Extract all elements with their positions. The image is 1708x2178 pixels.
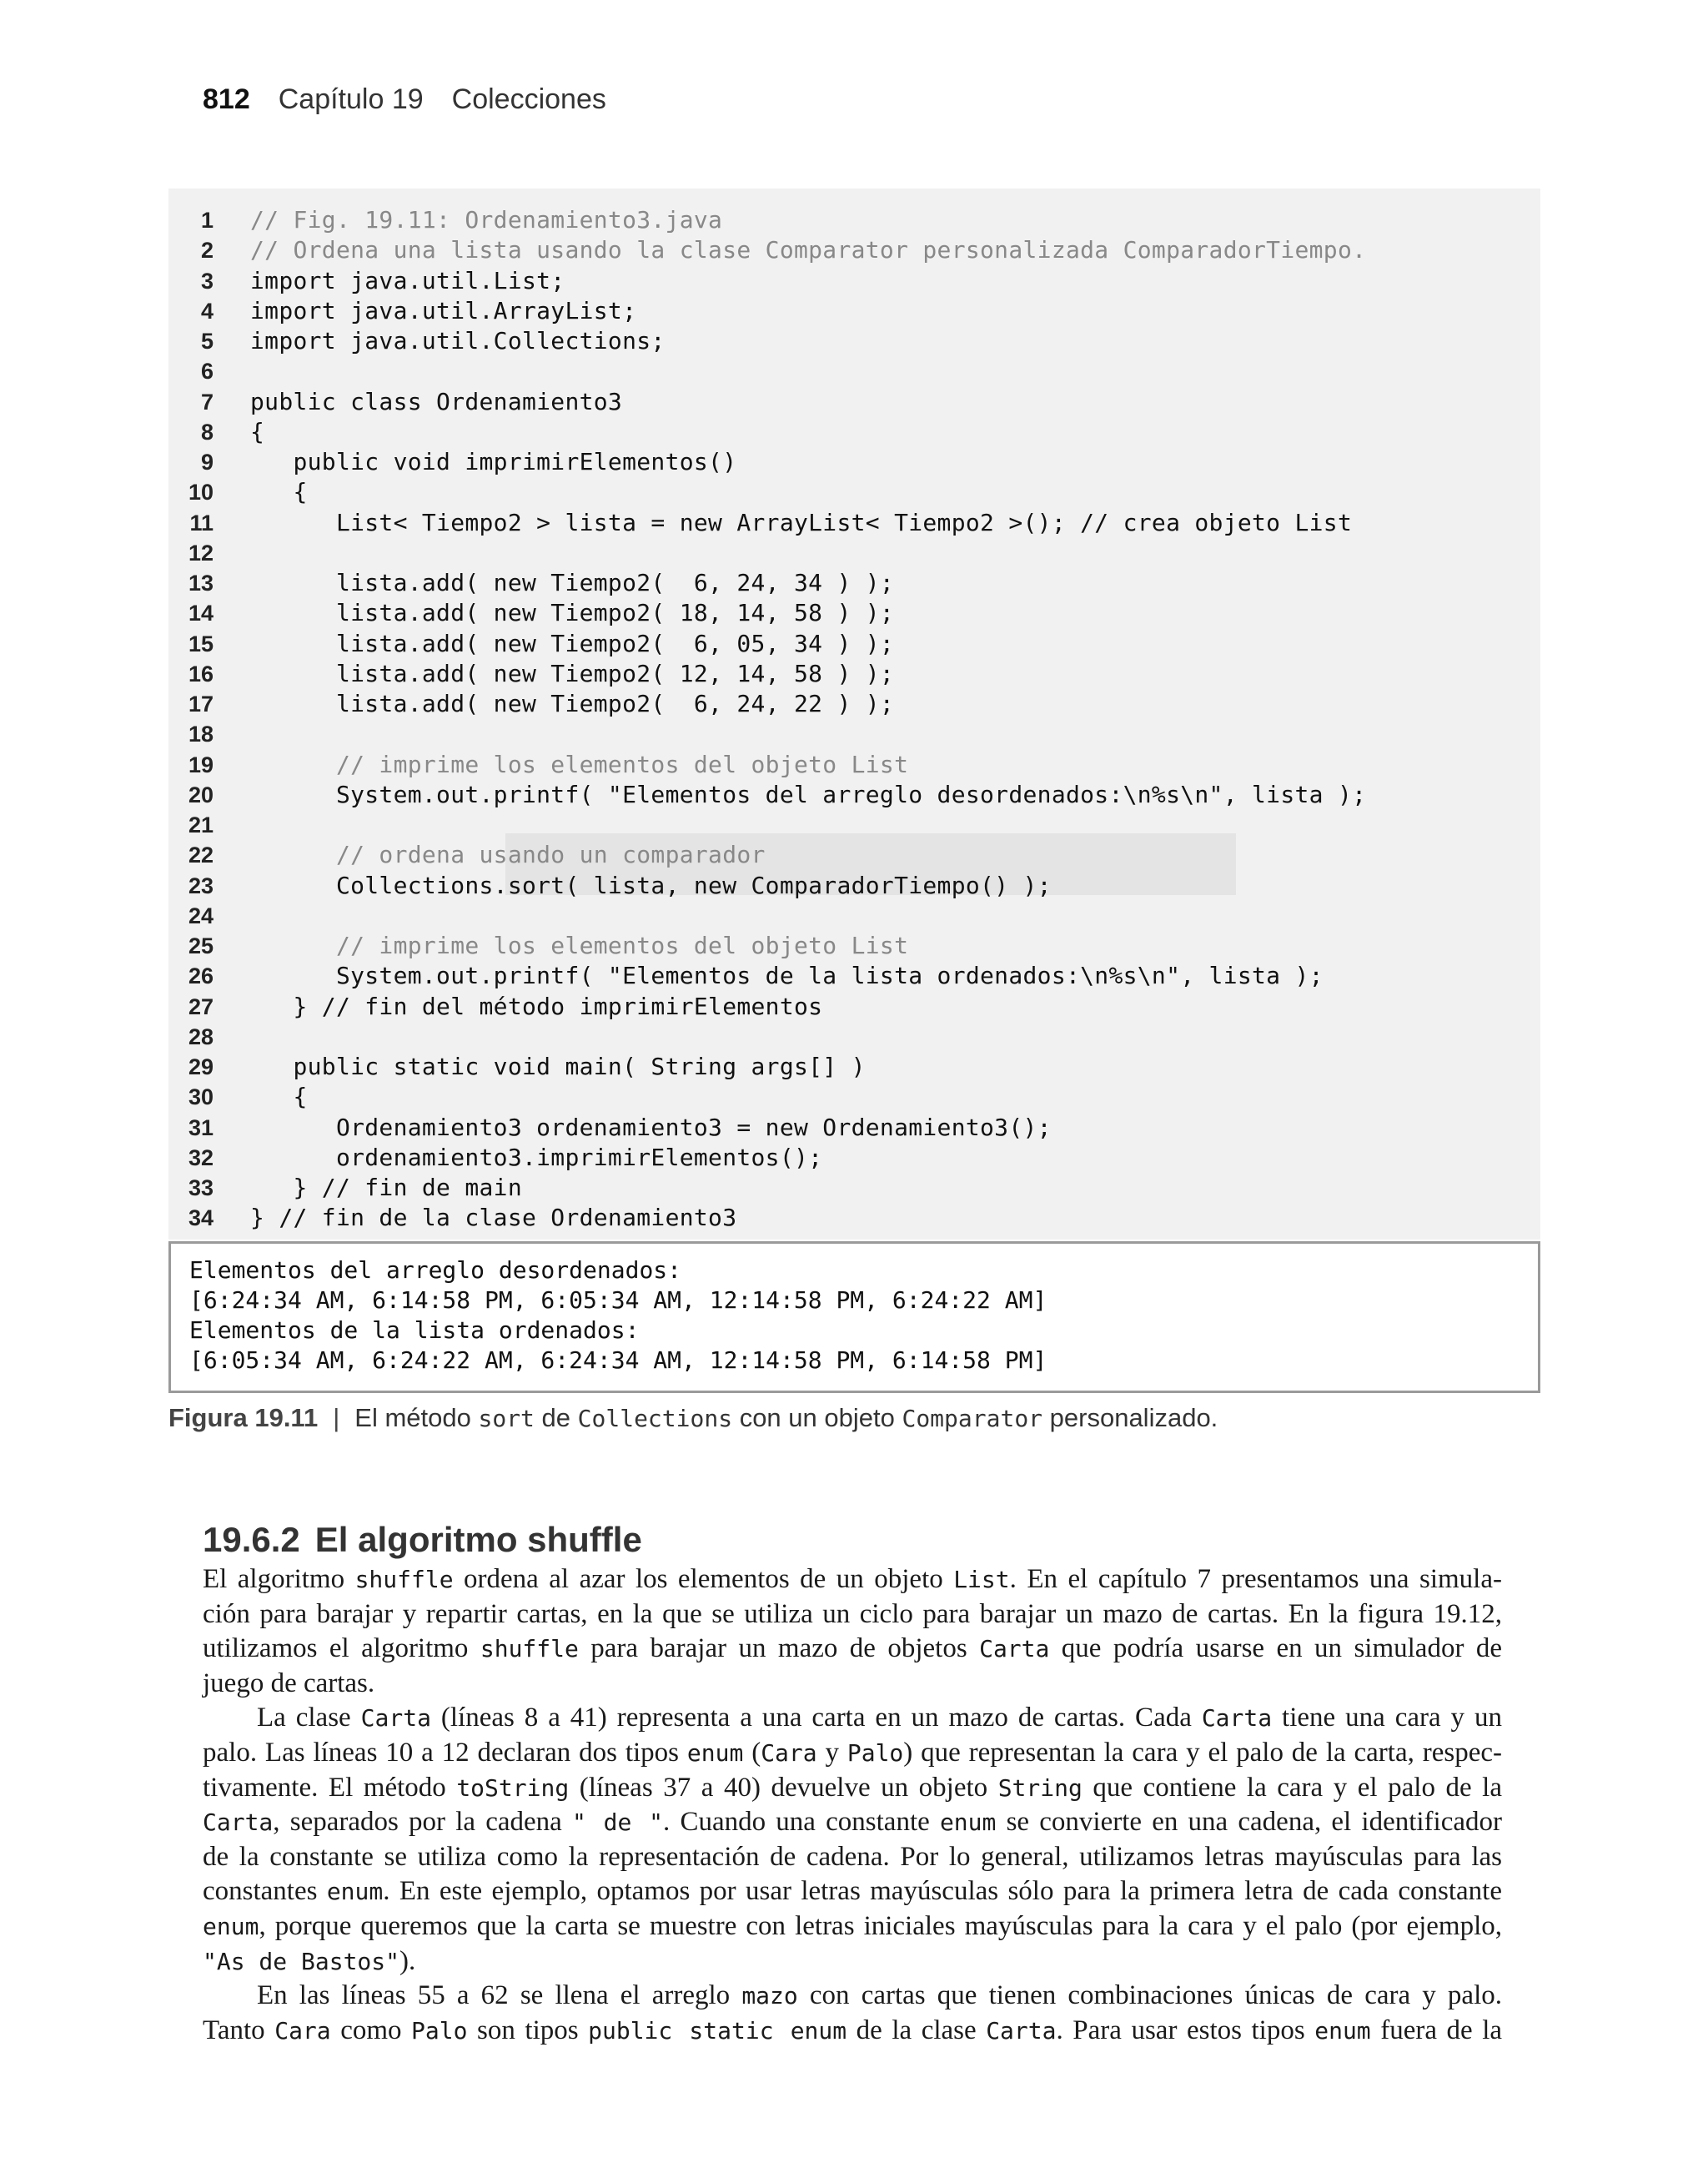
inline-text: utilizamos el algoritmo (203, 1633, 480, 1664)
line-number: 1 (200, 208, 214, 233)
code-text: public class Ordenamiento3 (250, 387, 623, 415)
inline-code: enum (686, 1739, 744, 1767)
caption-separator: | (333, 1403, 340, 1432)
code-text: lista.add( new Tiempo2( 6, 05, 34 ) ); (250, 629, 895, 657)
inline-text: ción para barajar y repartir cartas, en la que se utiliza un ciclo para barajar un mazo de cartas. En la figura 19.12, (203, 1598, 1502, 1629)
code-text: lista.add( new Tiempo2( 18, 14, 58 ) ); (250, 599, 895, 627)
inline-code: enum (939, 1808, 997, 1837)
page-number: 812 (203, 83, 250, 115)
line-number: 21 (188, 812, 214, 837)
code-text: System.out.printf( "Elementos de la lista ordenados:\n%s\n", lista ); (250, 962, 1324, 990)
code-text: } // fin del método imprimirElementos (250, 992, 823, 1020)
code-text: lista.add( new Tiempo2( 6, 24, 34 ) ); (250, 569, 895, 596)
code-text: // Ordena una lista usando la clase Comparator personalizada ComparadorTiempo. (250, 236, 1367, 264)
paragraph-line (257, 1700, 1502, 1735)
paragraph-line (203, 1839, 1502, 1874)
code-text: { (250, 478, 308, 506)
paragraph-line (203, 1631, 1502, 1666)
inline-text: ( (743, 1738, 761, 1768)
code-text: } // fin de main (250, 1174, 522, 1201)
figure-label: Figura 19.11 (168, 1403, 319, 1432)
inline-code: Carta (1201, 1704, 1273, 1733)
line-number: 15 (188, 631, 214, 656)
line-number: 26 (188, 963, 214, 989)
line-number: 13 (188, 571, 214, 596)
line-number: 2 (200, 238, 214, 264)
line-number: 24 (188, 903, 214, 928)
paragraph-line (203, 1735, 1502, 1770)
line-number: 10 (188, 480, 214, 506)
paragraph-line (203, 1944, 1502, 1979)
inline-text: . Cuando una constante (663, 1807, 940, 1838)
paragraph-line (203, 1909, 1502, 1944)
paragraph-line (203, 1770, 1502, 1805)
inline-code: shuffle (480, 1635, 579, 1663)
line-number: 25 (188, 933, 214, 958)
caption-text: personalizado. (1042, 1403, 1218, 1432)
inline-text: En las líneas 55 a 62 se llena el arreglo (257, 1980, 742, 2011)
inline-code: Palo (846, 1739, 904, 1767)
code-text: // ordena usando un comparador (250, 841, 766, 869)
inline-code: Carta (360, 1704, 431, 1733)
inline-code: Carta (986, 2016, 1057, 2045)
line-number: 17 (188, 692, 214, 717)
line-number: 7 (200, 389, 214, 415)
inline-code: Palo (411, 2016, 468, 2045)
line-number: 11 (189, 510, 214, 536)
inline-text: que contiene la cara y el palo de la (1082, 1772, 1502, 1803)
code-text: System.out.printf( "Elementos del arreglo desordenados:\n%s\n", lista ); (250, 780, 1367, 808)
code-text: import java.util.List; (250, 266, 565, 294)
code-text: Collections.sort( lista, new ComparadorTiempo() ); (250, 871, 1052, 899)
caption-text: con un objeto (732, 1403, 902, 1432)
inline-text: La clase (257, 1703, 361, 1733)
inline-code: toString (456, 1773, 570, 1802)
caption-text: El método (354, 1403, 479, 1432)
line-number: 31 (188, 1114, 214, 1140)
inline-text: . En este ejemplo, optamos por usar letras mayúsculas sólo para la primera letra de cada constante (383, 1876, 1502, 1907)
output-line: [6:05:34 AM, 6:24:22 AM, 6:24:34 AM, 12:14:58 PM, 6:14:58 PM] (189, 1346, 1047, 1374)
inline-code: List (953, 1566, 1010, 1593)
inline-text: con cartas que tienen combinaciones únicas de cara y palo. (797, 1980, 1502, 2011)
inline-text: ) que representan la cara y el palo de la carta, respec- (903, 1738, 1502, 1768)
line-number: 28 (188, 1024, 214, 1049)
inline-text: palo. Las líneas 10 a 12 declaran dos tipos (203, 1738, 687, 1768)
inline-text: de la clase (846, 2015, 987, 2045)
section-number: 19.6.2 (203, 1520, 300, 1559)
output-line: [6:24:34 AM, 6:14:58 PM, 6:05:34 AM, 12:14:58 PM, 6:24:22 AM] (189, 1286, 1047, 1314)
figure-caption (168, 1403, 1218, 1436)
section-heading (203, 1520, 642, 1567)
line-number: 27 (188, 993, 214, 1019)
inline-text: constantes (203, 1876, 327, 1907)
code-text: public void imprimirElementos() (250, 448, 737, 475)
code-text: { (250, 417, 265, 445)
inline-text: y (816, 1738, 847, 1768)
paragraph-line (203, 2013, 1502, 2048)
inline-text: juego de cartas. (203, 1667, 375, 1698)
output-line: Elementos del arreglo desordenados: (189, 1256, 682, 1284)
inline-text: tiene una cara y un (1272, 1703, 1502, 1733)
paragraph-line (203, 1597, 1502, 1632)
chapter-title: Colecciones (451, 83, 606, 115)
paragraph-line (203, 1666, 1502, 1701)
inline-text: El algoritmo (203, 1564, 355, 1594)
caption-code: Comparator (902, 1405, 1043, 1432)
line-number: 33 (188, 1175, 214, 1200)
inline-text: que podría usarse en un simulador de (1049, 1633, 1502, 1664)
inline-text: . Para usar estos tipos (1056, 2015, 1315, 2045)
inline-code: " de " (572, 1808, 664, 1837)
code-text: // imprime los elementos del objeto List (250, 750, 909, 778)
inline-code: Carta (203, 1808, 274, 1837)
code-text: List< Tiempo2 > lista = new ArrayList< Tiempo2 >(); // crea objeto List (250, 508, 1353, 536)
line-number: 32 (188, 1144, 214, 1170)
inline-text: (líneas 37 a 40) devuelve un objeto (569, 1772, 998, 1803)
inline-code: "As de Bastos" (203, 1947, 400, 1975)
paragraph-line (203, 1874, 1502, 1909)
line-number: 29 (188, 1054, 214, 1079)
section-title-text: El algoritmo (314, 1520, 528, 1559)
inline-text: . En el capítulo 7 presentamos una simula- (1009, 1564, 1502, 1594)
inline-code: shuffle (354, 1566, 454, 1593)
inline-text: tivamente. El método (203, 1772, 457, 1803)
inline-text: para barajar un mazo de objetos (578, 1633, 980, 1664)
inline-text: como (330, 2015, 412, 2045)
inline-code: enum (203, 1913, 259, 1940)
section-title-code: shuffle (527, 1520, 642, 1559)
line-number: 22 (188, 843, 214, 868)
inline-text: se convierte en una cadena, el identificador (996, 1807, 1502, 1838)
line-number: 6 (200, 359, 214, 385)
code-text: // imprime los elementos del objeto List (250, 932, 909, 959)
inline-code: String (997, 1773, 1083, 1802)
code-text: lista.add( new Tiempo2( 12, 14, 58 ) ); (250, 659, 895, 687)
inline-code: mazo (741, 1982, 798, 2010)
inline-text: , porque queremos que la carta se muestre con letras iniciales mayúsculas para la cara y el palo (por ejemplo, (259, 1911, 1502, 1941)
inline-code: Cara (274, 2016, 331, 2045)
inline-code: Cara (761, 1739, 817, 1767)
code-text: ordenamiento3.imprimirElementos(); (250, 1143, 823, 1171)
line-number: 34 (188, 1205, 214, 1231)
chapter-label: Capítulo 19 (278, 83, 424, 115)
code-text: Ordenamiento3 ordenamiento3 = new Ordenamiento3(); (250, 1113, 1052, 1141)
line-number: 30 (188, 1084, 214, 1110)
inline-text: de la constante se utiliza como la representación de cadena. Por lo general, utilizamos letras mayúsculas para las (203, 1841, 1502, 1872)
inline-text: fuera de la (1370, 2015, 1503, 2045)
line-number: 3 (200, 268, 214, 294)
inline-text: ). (399, 1945, 416, 1976)
caption-text: de (534, 1403, 578, 1432)
program-output (168, 1241, 1540, 1393)
page-header (203, 83, 606, 117)
paragraph-line (203, 1562, 1502, 1597)
inline-code: Carta (979, 1635, 1050, 1663)
paragraph-line (203, 1804, 1502, 1839)
line-number: 20 (188, 782, 214, 807)
code-text: import java.util.Collections; (250, 327, 666, 355)
line-number: 8 (200, 419, 214, 445)
line-number: 18 (188, 722, 214, 747)
code-text: public static void main( String args[] ) (250, 1053, 866, 1080)
code-listing (168, 189, 1540, 1240)
code-text: } // fin de la clase Ordenamiento3 (250, 1204, 737, 1232)
code-text: { (250, 1083, 308, 1111)
inline-text: ordena al azar los elementos de un objeto (453, 1564, 954, 1594)
inline-text: son tipos (467, 2015, 589, 2045)
inline-code: enum (326, 1878, 384, 1906)
line-number: 9 (200, 450, 214, 475)
line-number: 12 (188, 540, 214, 566)
line-number: 19 (188, 752, 214, 777)
code-text: // Fig. 19.11: Ordenamiento3.java (250, 206, 723, 234)
line-number: 4 (200, 298, 214, 324)
inline-code: public static enum (588, 2016, 847, 2045)
caption-code: sort (478, 1405, 535, 1432)
line-number: 16 (188, 661, 214, 687)
output-line: Elementos de la lista ordenados: (189, 1316, 640, 1344)
code-text: import java.util.ArrayList; (250, 296, 637, 324)
inline-text: (líneas 8 a 41) representa a una carta en un mazo de cartas. Cada (430, 1703, 1202, 1733)
line-number: 14 (188, 601, 214, 626)
line-number: 5 (200, 329, 214, 354)
inline-code: enum (1314, 2016, 1371, 2045)
line-number: 23 (188, 873, 214, 898)
inline-text: Tanto (203, 2015, 275, 2045)
inline-text: , separados por la cadena (273, 1807, 572, 1838)
caption-code: Collections (577, 1405, 733, 1432)
paragraph-line (257, 1978, 1502, 2013)
code-text: lista.add( new Tiempo2( 6, 24, 22 ) ); (250, 690, 895, 717)
